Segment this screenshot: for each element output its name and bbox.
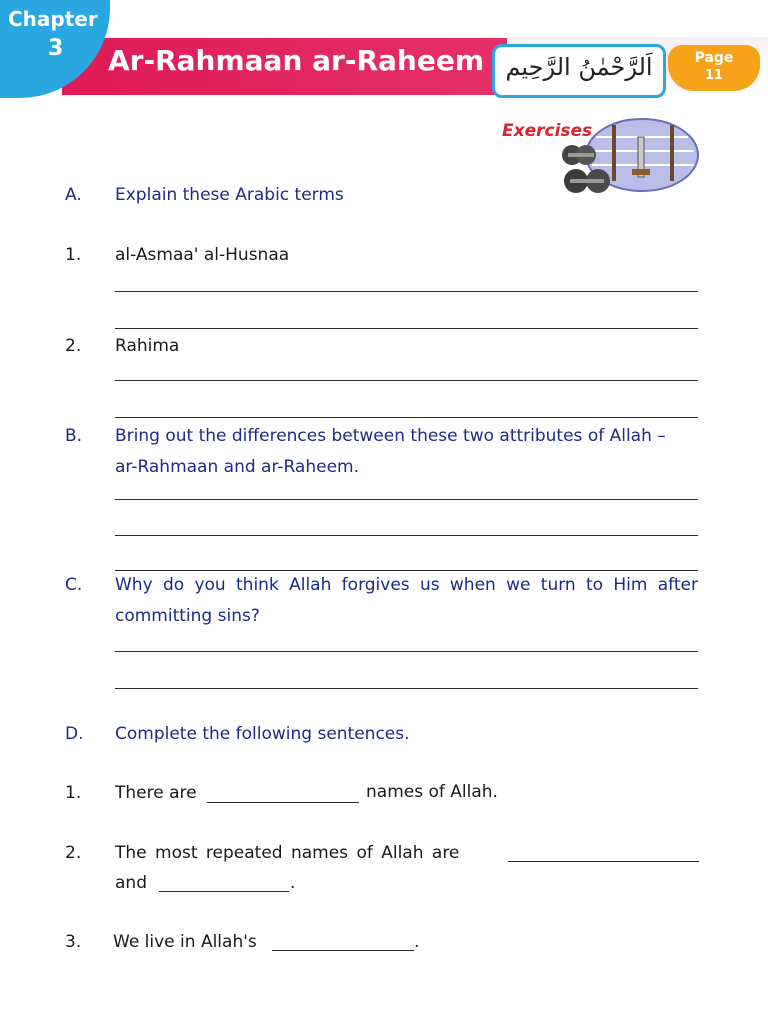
d-item-1-before: There are: [115, 783, 197, 803]
arabic-title-box: [492, 44, 666, 98]
a-item-2-text: Rahima: [115, 336, 180, 356]
section-a-prompt: Explain these Arabic terms: [115, 185, 344, 205]
answer-line[interactable]: [115, 651, 698, 652]
d-item-3-before: We live in Allah's: [113, 932, 257, 952]
d-item-2-end: .: [290, 873, 296, 893]
section-d-letter: D.: [65, 724, 84, 744]
a-item-1-text: al-Asmaa' al-Husnaa: [115, 245, 290, 265]
section-d-prompt: Complete the following sentences.: [115, 724, 410, 744]
section-a-letter: A.: [65, 185, 82, 205]
page-badge: [668, 45, 760, 91]
d-item-1-after: names of Allah.: [366, 782, 498, 802]
section-b-letter: B.: [65, 426, 83, 446]
answer-line[interactable]: [115, 688, 698, 689]
arabic-title: اَلرَّحْمٰنُ الرَّحِيم: [505, 53, 653, 81]
answer-line[interactable]: [115, 499, 698, 500]
d-item-2-and: and: [115, 873, 147, 893]
d-item-3-number: 3.: [65, 932, 82, 952]
fill-blank-line[interactable]: [272, 950, 414, 951]
fill-blank-line[interactable]: [207, 802, 359, 803]
fill-blank-line[interactable]: [508, 861, 699, 862]
section-c-line-1: Why do you think Allah forgives us when we turn to Him after: [115, 575, 698, 595]
d-item-2-number: 2.: [65, 843, 82, 863]
page-number: 11: [704, 68, 724, 83]
d-item-2-before: The most repeated names of Allah are: [115, 843, 460, 863]
a-item-2-number: 2.: [65, 336, 82, 356]
answer-line[interactable]: [115, 380, 698, 381]
section-c-line-2: committing sins?: [115, 606, 260, 626]
section-c-letter: C.: [65, 575, 83, 595]
exercises-label: Exercises: [502, 121, 593, 141]
chapter-number: 3: [48, 36, 64, 61]
a-item-1-number: 1.: [65, 245, 82, 265]
chapter-title: Ar-Rahmaan ar-Raheem: [108, 44, 485, 77]
answer-line[interactable]: [115, 535, 698, 536]
chapter-label: Chapter: [8, 7, 98, 31]
answer-line[interactable]: [115, 328, 698, 329]
answer-line[interactable]: [115, 291, 698, 292]
section-b-line-2: ar-Rahmaan and ar-Raheem.: [115, 457, 360, 477]
page-label: Page: [694, 50, 734, 66]
section-b-line-1: Bring out the differences between these two attributes of Allah –: [115, 426, 666, 446]
d-item-3-end: .: [414, 932, 420, 952]
fill-blank-line[interactable]: [159, 891, 289, 892]
answer-line[interactable]: [115, 570, 698, 571]
answer-line[interactable]: [115, 417, 698, 418]
d-item-1-number: 1.: [65, 783, 82, 803]
